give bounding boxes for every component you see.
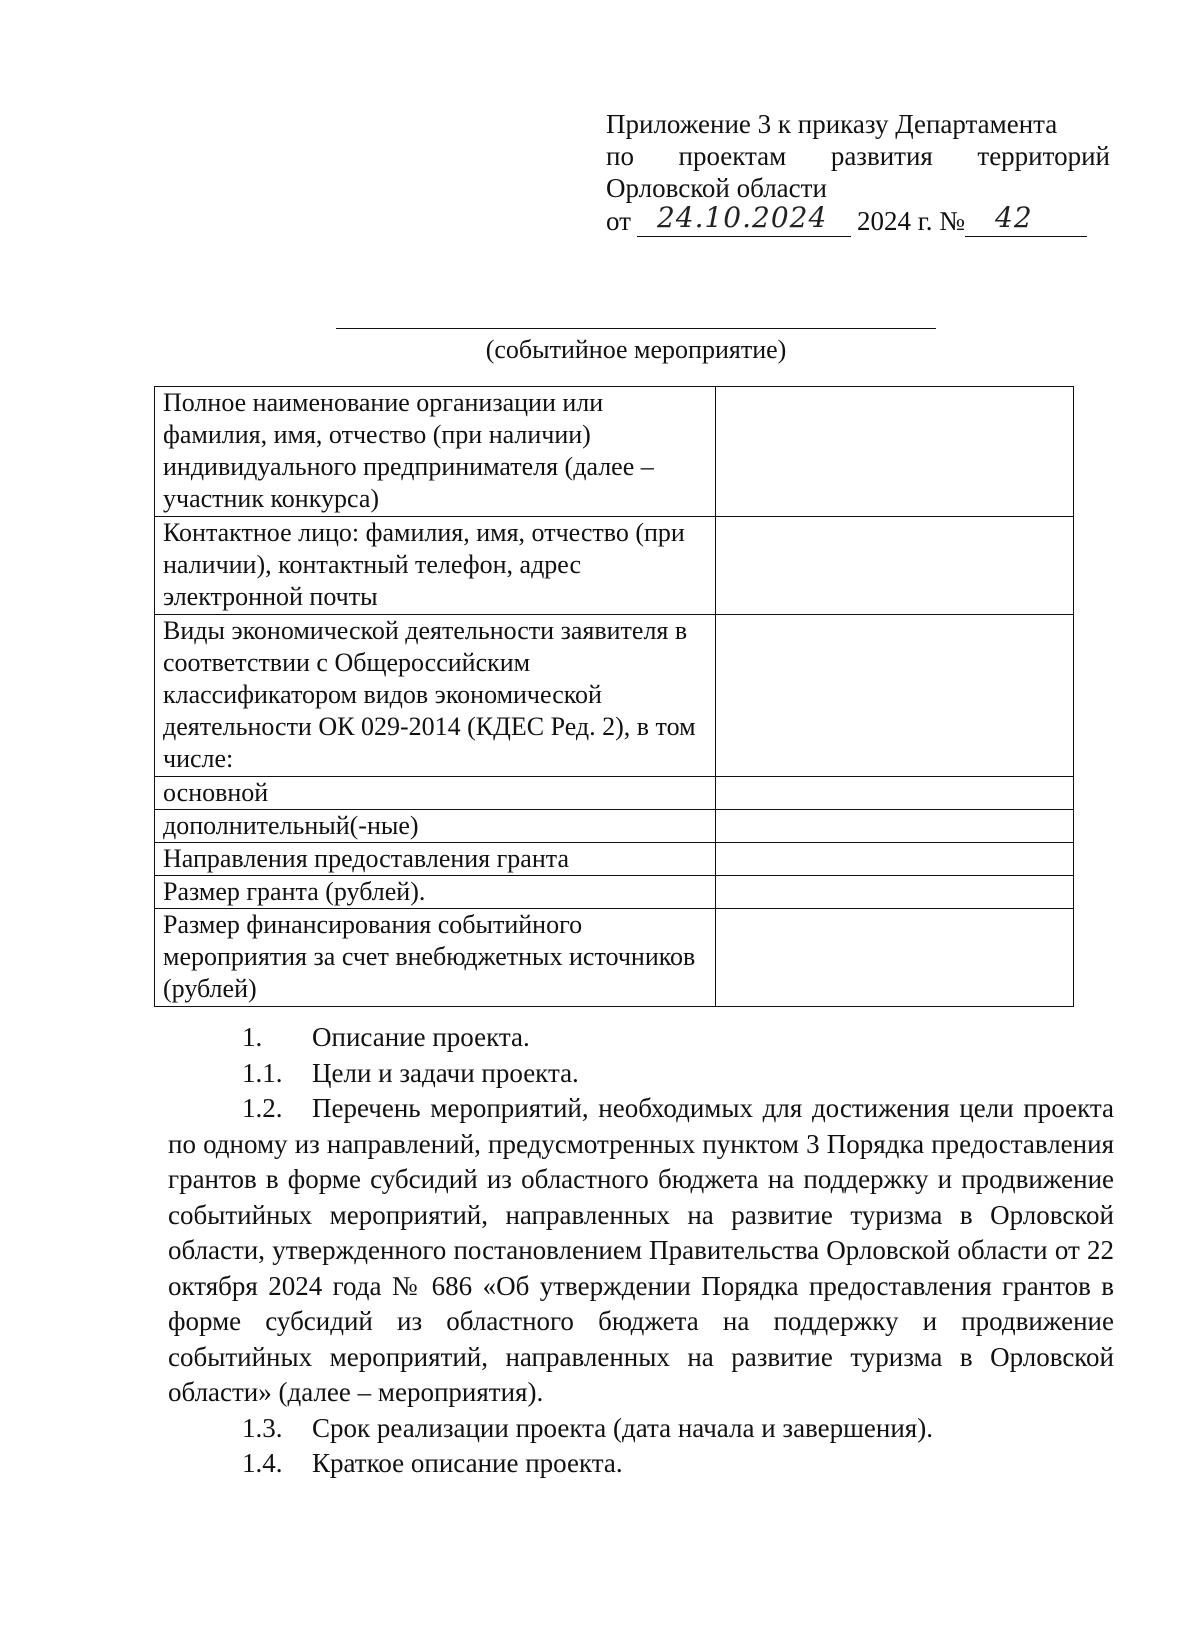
- handwritten-date: 24.10.2024: [656, 201, 828, 234]
- header-word: территорий: [977, 141, 1110, 171]
- header-word: по: [606, 141, 634, 171]
- item-number: 1.1.: [242, 1057, 283, 1088]
- item-text: Перечень мероприятий, необходимых для достижения цели проекта по одному из направлений, предусмотренных пунктом 3 Порядка предоставления грантов в форме субсидий из областного бюджета на поддержку и продвижение событийных мероприятий, направленных на развитие туризма в Орловской области, утвержденного постановлением Правительства Орловской области от 22 октября 2024 года № 686 «Об утверждении Порядка предоставления грантов в форме субсидий из областного бюджета на поддержку и продвижение событийных мероприятий, направленных на развитие туризма в Орловской области» (далее – мероприятия).: [168, 1093, 1114, 1407]
- table-row-value: [716, 777, 1074, 810]
- table-row-value: [716, 517, 1074, 615]
- table-row-label: Полное наименование организации или фамилия, имя, отчество (при наличии) индивидуального предпринимателя (далее – участник конкурса): [155, 387, 716, 517]
- table-row-value: [716, 876, 1074, 909]
- year-number-label: 2024 г. №: [856, 206, 965, 236]
- handwritten-number: 42: [995, 201, 1033, 234]
- date-prefix: от: [606, 206, 631, 236]
- header-word: развития: [830, 141, 933, 171]
- order-date-line: [606, 201, 1110, 237]
- table-row: [155, 387, 1074, 517]
- table-row-label: основной: [155, 777, 716, 810]
- table-row-value: [716, 387, 1074, 517]
- item-number: 1.: [242, 1022, 263, 1052]
- header-word: проектам: [678, 141, 787, 171]
- number-blank: [965, 201, 1087, 237]
- table-row-label: Направления предоставления гранта: [155, 843, 716, 876]
- item-number: 1.4.: [242, 1448, 283, 1478]
- item-text: Краткое описание проекта.: [312, 1448, 623, 1478]
- table-row-value: [716, 909, 1074, 1007]
- event-subtitle: (событийное мероприятие): [485, 335, 787, 364]
- table-row: [155, 843, 1074, 876]
- list-item: [168, 1056, 1114, 1092]
- table-row-value: [716, 810, 1074, 843]
- table-row-value: [716, 615, 1074, 777]
- table-row-label: Контактное лицо: фамилия, имя, отчество (при наличии), контактный телефон, адрес электронной почты: [155, 517, 716, 615]
- header-line-2: [606, 140, 1110, 172]
- header-line-3: Орловской области: [606, 173, 827, 203]
- item-number: 1.3.: [242, 1412, 283, 1443]
- header-line-1: Приложение 3 к приказу Департамента: [606, 109, 1058, 139]
- title-blank-line: [336, 328, 936, 329]
- item-text: Описание проекта.: [312, 1022, 530, 1052]
- table-row: [155, 777, 1074, 810]
- table-row-label: Размер гранта (рублей).: [155, 876, 716, 909]
- table-row-label: дополнительный(-ные): [155, 810, 716, 843]
- table-row-label: Виды экономической деятельности заявителя в соответствии с Общероссийским классификатором видов экономической деятельности ОК 029-2014 (КДЕС Ред. 2), в том числе:: [155, 615, 716, 777]
- table-row-label: Размер финансирования событийного мероприятия за счет внебюджетных источников (рублей): [155, 909, 716, 1007]
- item-text: Срок реализации проекта (дата начала и завершения).: [312, 1412, 933, 1443]
- project-description: [168, 1020, 1114, 1482]
- item-text: Цели и задачи проекта.: [312, 1057, 579, 1088]
- table-row: [155, 876, 1074, 909]
- list-item: [168, 1446, 1114, 1482]
- application-table: [154, 386, 1074, 1007]
- date-blank: [637, 201, 851, 237]
- list-item: [168, 1020, 1114, 1056]
- table-row-value: [716, 843, 1074, 876]
- table-row: [155, 810, 1074, 843]
- table-row: [155, 909, 1074, 1007]
- table-row: [155, 615, 1074, 777]
- list-item-paragraph: [168, 1091, 1114, 1411]
- item-number: 1.2.: [242, 1093, 283, 1123]
- table-row: [155, 517, 1074, 615]
- order-header: [606, 108, 1110, 237]
- list-item: [168, 1411, 1114, 1447]
